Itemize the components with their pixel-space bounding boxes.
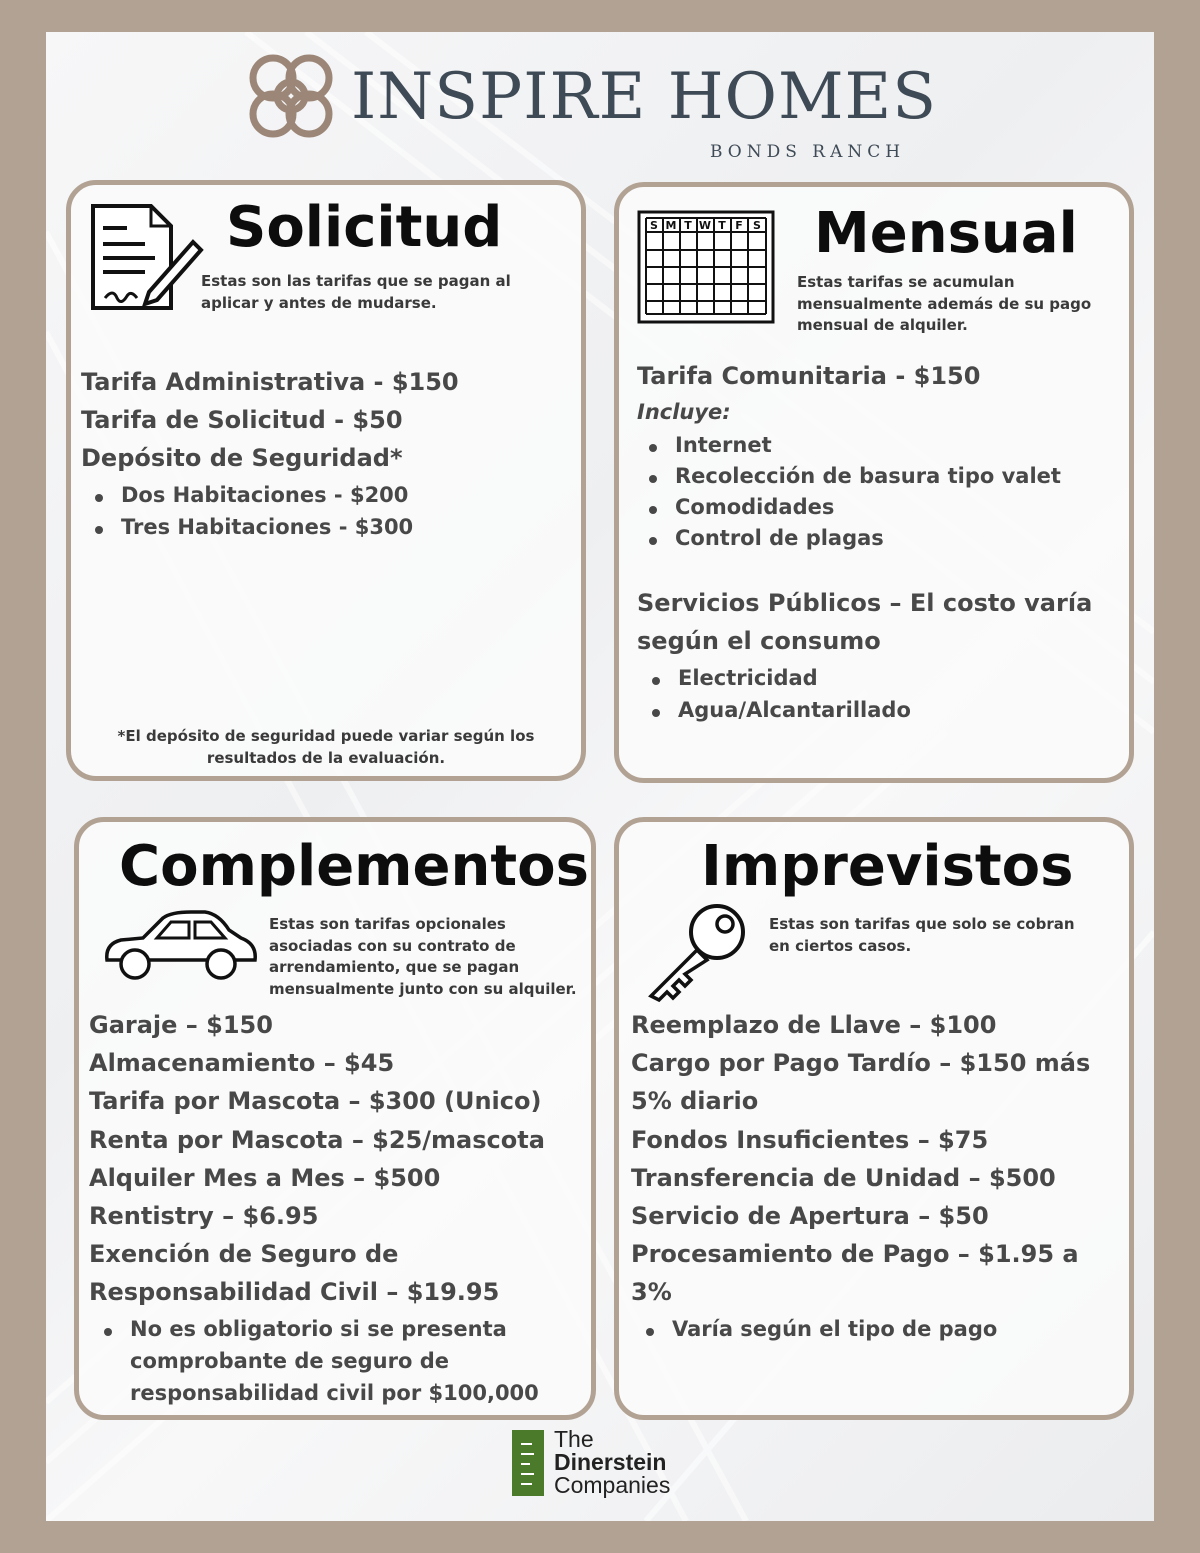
complementos-bullet-cont: comprobante de seguro de	[130, 1349, 449, 1373]
solicitud-item: Depósito de Seguridad*	[81, 444, 403, 472]
calendar-icon	[637, 210, 775, 324]
community-fee: Tarifa Comunitaria - $150	[637, 362, 981, 390]
imprevistos-item: Servicio de Apertura – $50	[631, 1202, 989, 1230]
brand-subtitle: BONDS RANCH	[710, 142, 906, 162]
complementos-item: Garaje – $150	[89, 1011, 273, 1039]
solicitud-item: Tarifa de Solicitud - $50	[81, 406, 403, 434]
key-icon	[645, 900, 755, 1004]
imprevistos-bullet: Varía según el tipo de pago	[672, 1317, 998, 1341]
includes-bullet: Control de plagas	[675, 526, 884, 550]
calendar-day-label: T	[718, 219, 726, 232]
calendar-day-label: S	[650, 219, 658, 232]
complementos-description: Estas son tarifas opcionales asociadas con su contrato de arrendamiento, que se pagan mensualmente junto con su alquiler.	[269, 915, 577, 998]
complementos-item: Tarifa por Mascota – $300 (Unico)	[89, 1087, 542, 1115]
calendar-day-label: F	[735, 219, 743, 232]
solicitud-note: *El depósito de seguridad puede variar según los resultados de la evaluación.	[117, 727, 535, 767]
imprevistos-title: Imprevistos	[701, 834, 1074, 899]
complementos-title: Complementos	[119, 834, 589, 899]
complementos-item: Almacenamiento – $45	[89, 1049, 395, 1077]
solicitud-description: Estas son las tarifas que se pagan al aplicar y antes de mudarse.	[201, 272, 511, 312]
calendar-day-label: W	[698, 219, 712, 232]
mensual-description: Estas tarifas se acumulan mensualmente además de su pago mensual de alquiler.	[797, 273, 1092, 334]
includes-bullet: Internet	[675, 433, 772, 457]
dinerstein-logo-icon	[512, 1430, 544, 1496]
solicitud-card	[66, 180, 586, 781]
complementos-bullet-cont: responsabilidad civil por $100,000	[130, 1381, 539, 1405]
document-pen-icon	[89, 202, 204, 314]
imprevistos-description: Estas son tarifas que solo se cobran en ciertos casos.	[769, 915, 1075, 955]
calendar-day-label: M	[665, 219, 677, 232]
complementos-item: Alquiler Mes a Mes – $500	[89, 1164, 441, 1192]
celtic-knot-logo-icon	[241, 46, 341, 146]
utilities-bullet: Agua/Alcantarillado	[678, 698, 911, 722]
brand-name: INSPIRE HOMES	[351, 60, 938, 134]
complementos-item: Exención de Seguro de	[89, 1240, 399, 1268]
includes-bullet: Recolección de basura tipo valet	[675, 464, 1061, 488]
calendar-day-label: S	[753, 219, 761, 232]
page-sheet	[46, 32, 1154, 1521]
solicitud-item: Tarifa Administrativa - $150	[81, 368, 459, 396]
footer-line: The	[554, 1426, 594, 1452]
complementos-item: Responsabilidad Civil – $19.95	[89, 1278, 500, 1306]
imprevistos-item: Cargo por Pago Tardío – $150 más	[631, 1049, 1091, 1077]
solicitud-bullet: Tres Habitaciones - $300	[121, 515, 414, 539]
utilities-line: según el consumo	[637, 627, 881, 655]
imprevistos-item: 3%	[631, 1278, 672, 1306]
imprevistos-item: Fondos Insuficientes – $75	[631, 1126, 989, 1154]
mensual-card	[614, 182, 1134, 783]
mensual-title: Mensual	[814, 201, 1078, 266]
complementos-item: Rentistry – $6.95	[89, 1202, 319, 1230]
footer-logo	[512, 1426, 712, 1498]
solicitud-title: Solicitud	[226, 195, 503, 260]
calendar-day-label: T	[684, 219, 692, 232]
header	[241, 46, 961, 162]
includes-bullet: Comodidades	[675, 495, 835, 519]
complementos-bullet: No es obligatorio si se presenta	[130, 1317, 507, 1341]
footer-line: Companies	[554, 1472, 671, 1498]
imprevistos-item: Transferencia de Unidad – $500	[631, 1164, 1056, 1192]
solicitud-bullet: Dos Habitaciones - $200	[121, 483, 409, 507]
imprevistos-card	[614, 817, 1134, 1420]
imprevistos-item: 5% diario	[631, 1087, 759, 1115]
includes-label: Incluye:	[637, 400, 731, 424]
complementos-card	[74, 817, 596, 1420]
imprevistos-item: Procesamiento de Pago – $1.95 a	[631, 1240, 1079, 1268]
imprevistos-item: Reemplazo de Llave – $100	[631, 1011, 997, 1039]
complementos-item: Renta por Mascota – $25/mascota	[89, 1126, 545, 1154]
utilities-bullet: Electricidad	[678, 666, 818, 690]
utilities-line: Servicios Públicos – El costo varía	[637, 589, 1093, 617]
car-icon	[101, 908, 261, 984]
footer-line: Dinerstein	[554, 1449, 667, 1475]
